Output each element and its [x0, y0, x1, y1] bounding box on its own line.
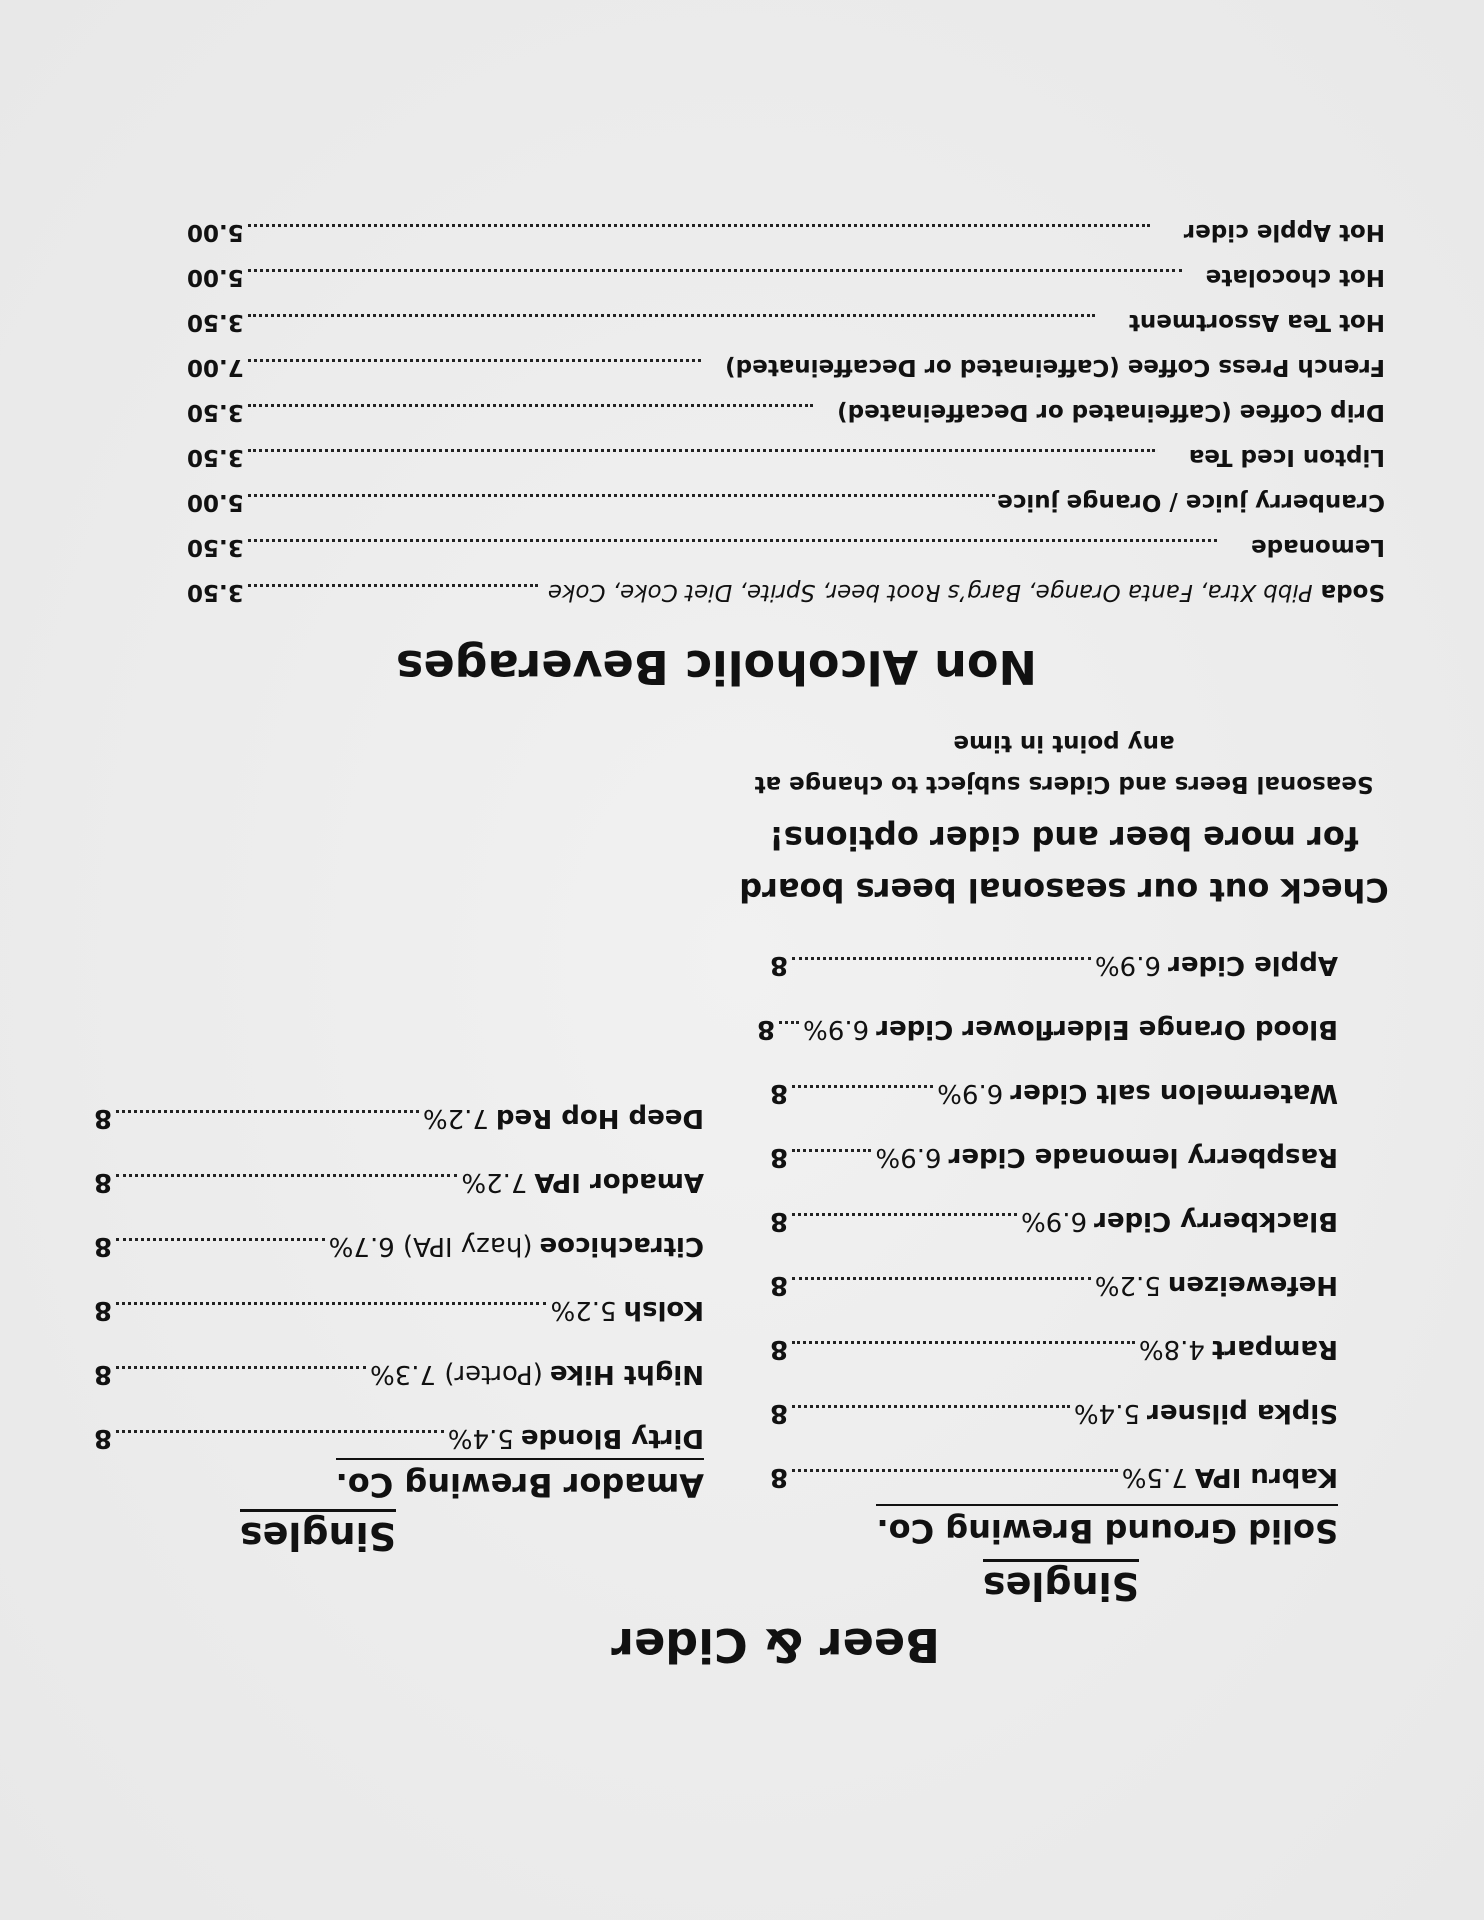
- menu-item: Kabru IPA 7.5% 8: [770, 1462, 1338, 1492]
- beverage-item: Soda Pibb Xtra, Fanta Orange, Barg’s Root beer, Sprite, Diet Coke, Coke 3.50: [187, 579, 1385, 605]
- menu-item: Amador IPA 7.2% 8: [94, 1167, 704, 1197]
- beverage-item: Cranberry juice / Orange juice 5.00: [187, 489, 1385, 515]
- solid-ground-list: [756, 949, 1338, 1493]
- seasonal-disclaimer-line1: Seasonal Beers and Ciders subject to change at: [754, 771, 1374, 797]
- menu-item: Dirty Blonde 5.4% 8: [94, 1423, 704, 1453]
- amador-brewery-heading: Amador Brewing Co.: [336, 1458, 704, 1504]
- beverage-item: Hot Apple cider 5.00: [187, 219, 1385, 245]
- solid-ground-singles-heading: Singles: [983, 1559, 1139, 1608]
- menu-item: Blood Orange Elderflower Cider 6.9% 8: [756, 1014, 1338, 1044]
- seasonal-note-line1: Check out our seasonal beers board: [739, 871, 1389, 909]
- solid-ground-brewery-heading: Solid Ground Brewing Co.: [876, 1504, 1338, 1550]
- menu-item: Raspberry lemonade Cider 6.9% 8: [770, 1142, 1338, 1172]
- beverage-item: French Press Coffee (Caffeinated or Decaffeinated) 7.00: [187, 354, 1385, 380]
- menu-item: Night Hike (Porter) 7.3% 8: [94, 1359, 704, 1389]
- menu-item: Sipka pilsner 5.4% 8: [770, 1398, 1338, 1428]
- amador-list: [94, 1102, 704, 1454]
- seasonal-note-line2: for more beer and cider options!: [769, 819, 1359, 857]
- amador-singles-heading: Singles: [240, 1509, 396, 1558]
- non-alcoholic-list: [187, 217, 1385, 607]
- non-alcoholic-title: Non Alcoholic Beverages: [396, 640, 1037, 694]
- menu-item: Citrachicoe (hazy IPA) 6.7% 8: [94, 1231, 704, 1261]
- menu-item: Hefeweizen 5.2% 8: [770, 1270, 1338, 1300]
- menu-item: Deep Hop Red 7.2% 8: [94, 1103, 704, 1133]
- menu-item: Watermelon salt Cider 6.9% 8: [770, 1078, 1338, 1108]
- beverage-item: Hot chocolate 5.00: [187, 264, 1385, 290]
- menu-item: Rampart 4.8% 8: [770, 1334, 1338, 1364]
- beverage-item: Drip Coffee (Caffeinated or Decaffeinated) 3.50: [187, 399, 1385, 425]
- seasonal-note: [734, 722, 1394, 916]
- menu-item: Kolsh 5.2% 8: [94, 1295, 704, 1325]
- beer-cider-title: Beer & Cider: [611, 1618, 940, 1672]
- beverage-item: Hot Tea Assortment 3.50: [187, 309, 1385, 335]
- seasonal-disclaimer-line2: any point in time: [953, 730, 1175, 756]
- beverage-item: Lipton Iced Tea 3.50: [187, 444, 1385, 470]
- menu-item: Apple Cider 6.9% 8: [770, 950, 1338, 980]
- menu-item: Blackberry Cider 6.9% 8: [770, 1206, 1338, 1236]
- beverage-item: Lemonade 3.50: [187, 534, 1385, 560]
